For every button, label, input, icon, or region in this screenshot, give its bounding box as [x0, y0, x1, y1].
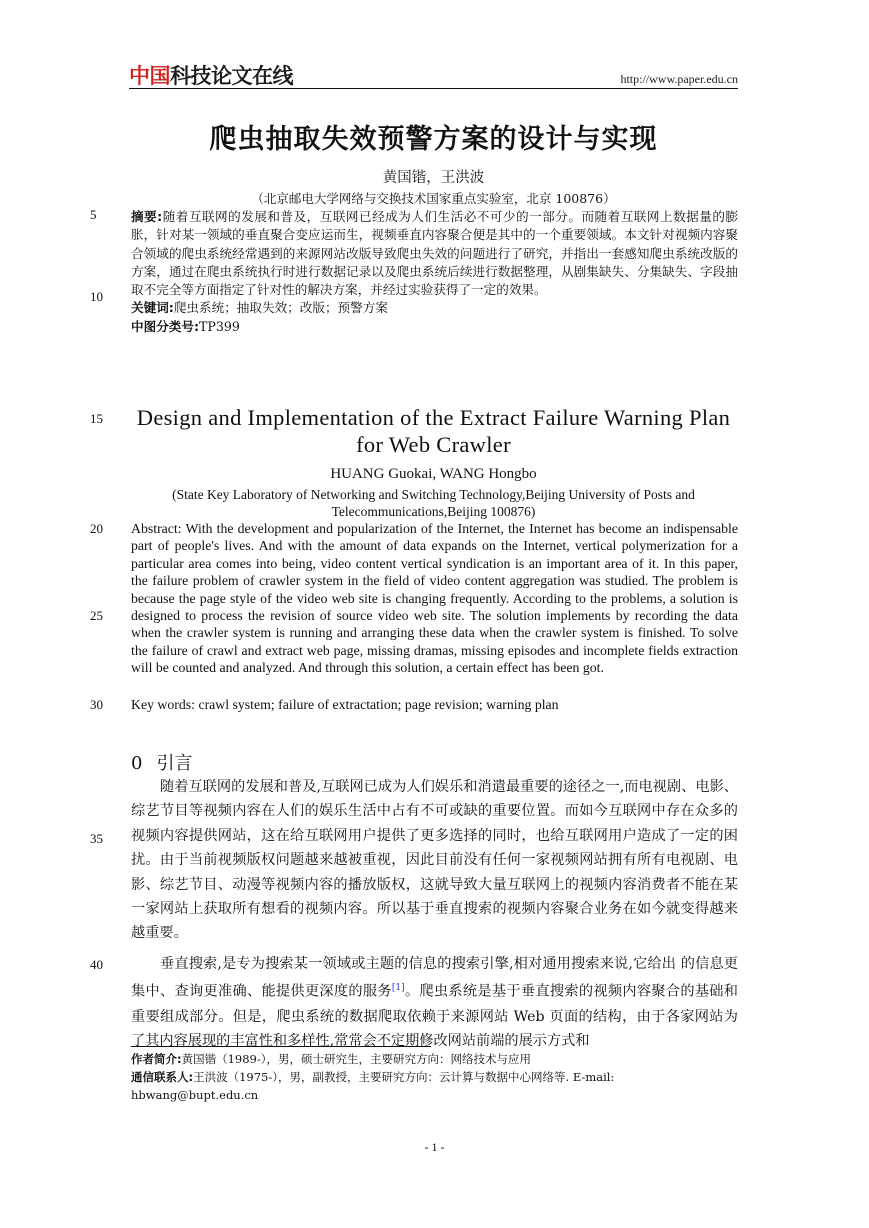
section-heading — [131, 749, 192, 775]
header-rule — [129, 88, 738, 89]
footnote-contact-text: 王洪波（1975-），男，副教授，主要研究方向：云计算与数据中心网络等. E-mail: hbwang@bupt.edu.cn — [131, 1070, 615, 1102]
section-title: 引言 — [156, 753, 193, 774]
body-paragraph-2 — [131, 952, 738, 1053]
footnote-contact-label: 通信联系人: — [131, 1070, 194, 1084]
page-number: - 1 - — [424, 1140, 445, 1154]
line-number: 25 — [90, 608, 103, 623]
authors-cn: 黄国锴，王洪波 — [382, 170, 485, 186]
header-url[interactable]: http://www.paper.edu.cn — [620, 72, 738, 86]
abstract-cn — [131, 208, 738, 336]
abstract-cn-text: 随着互联网的发展和普及，互联网已经成为人们生活必不可少的一部分。而随着互联网上数据量的膨胀，针对某一领域的垂直聚合变应运而生，视频垂直内容聚合便是其中的一个重要领域。本文针对视频内容聚合领域的爬虫系统经常遇到的来源网站改版导致爬虫失效的问题进行了研究，并指出一套感知爬虫系统改版的方案，通过在爬虫系统执行时进行数据记录以及爬虫系统后续进行数据整理，从剧集缺失、分集缺失、字段抽取不完全等方面指定了针对性的解决方案，并经过实验获得了一定的效果。 — [131, 209, 738, 298]
affiliation-cn: （北京邮电大学网络与交换技术国家重点实验室，北京 100876） — [251, 191, 616, 206]
footnote — [131, 1050, 738, 1104]
logo-part1: 中国 — [129, 64, 170, 88]
line-number: 10 — [90, 289, 103, 304]
abstract-en: Abstract: With the development and popularization of the Internet, the Internet has become an indispensable part of people's lives. And with the amount of data expands on the Internet, vertical polymerization for a particular area comes into being, video content vertical syndication is an important area of it. In this paper, the failure problem of crawler system in the field of video content aggregation was studied. The problem is because the page style of the video web site is changing frequently. According to the problems, a solution is designed to process the revision of source video web site. The solution implements by recording the data when the crawler system is running and arranging these data when the crawler system is finished. To solve the failure of crawl and extract web page, missing dramas, missing episodes and incomplete fields extraction will be counted and analyzed. And through this solution, a certain effect has been got. — [131, 521, 738, 676]
paragraph2-part-a: 垂直搜索,是专为搜索某一领域或主题的信息的搜索引擎,相对通用搜索来说,它给出 的信息更集中、查询更准确、能提供更深度的服务 — [131, 956, 738, 1001]
abstract-cn-label: 摘要: — [131, 209, 163, 224]
paper-title-cn: 爬虫抽取失效预警方案的设计与实现 — [209, 124, 658, 155]
keywords-cn — [131, 299, 738, 317]
line-number: 40 — [90, 957, 103, 972]
affiliation-en: (State Key Laboratory of Networking and Switching Technology,Beijing University of Posts and Telecommunications,Beijing 100876) — [172, 487, 695, 519]
footnote-author-label: 作者简介: — [131, 1052, 182, 1066]
keywords-cn-text: 爬虫系统；抽取失效；改版；预警方案 — [173, 300, 388, 316]
journal-logo — [129, 60, 293, 90]
line-number: 30 — [90, 697, 103, 712]
footnote-author-text: 黄国锴（1989-），男，硕士研究生，主要研究方向：网络技术与应用 — [181, 1052, 532, 1066]
classification — [131, 318, 738, 336]
abstract-cn-body — [131, 208, 738, 299]
logo-part2: 科技论文在线 — [170, 64, 293, 88]
paragraph2-part-b: 。爬虫系统是基于垂直搜索的视频内容聚合的基础和重要组成部分。但是，爬虫系统的数据爬取依赖于来源网站 Web 页面的结构，由于各家网站为了其内容展现的丰富性和多样性,常常会不定期修改网站前端的展示方式和 — [131, 984, 738, 1049]
classification-label: 中图分类号: — [131, 318, 200, 334]
body-paragraph-1: 随着互联网的发展和普及,互联网已成为人们娱乐和消遣最重要的途径之一,而电视剧、电影、综艺节目等视频内容在人们的娱乐生活中占有不可或缺的重要位置。而如今互联网中存在众多的视频内容提供网站，这在给互联网用户提供了更多选择的同时，也给互联网用户造成了一定的困扰。由于当前视频版权问题越来越被重视，因此目前没有任何一家视频网站拥有所有电视剧、电影、综艺节目、动漫等视频内容的播放版权，这就导致大量互联网上的视频内容消费者不能在某一家网站上获取所有想看的视频内容。所以基于垂直搜索的视频内容聚合业务在如今就变得越来越重要。 — [131, 779, 738, 942]
classification-value: TP399 — [199, 318, 240, 334]
footnote-contact — [131, 1068, 738, 1104]
keywords-en: Key words: crawl system; failure of extractation; page revision; warning plan — [131, 697, 559, 712]
line-number: 15 — [90, 411, 103, 426]
keywords-cn-label: 关键词: — [131, 300, 174, 316]
section-number: 0 — [131, 753, 143, 774]
paper-title-en: Design and Implementation of the Extract Failure Warning Plan for Web Crawler — [136, 405, 731, 457]
authors-en: HUANG Guokai, WANG Hongbo — [330, 466, 537, 482]
footnote-author — [131, 1050, 738, 1068]
line-number: 5 — [90, 207, 97, 222]
footnote-rule — [131, 1046, 431, 1047]
line-number: 20 — [90, 521, 103, 536]
citation-link[interactable]: [1] — [391, 983, 405, 994]
line-number: 35 — [90, 831, 103, 846]
